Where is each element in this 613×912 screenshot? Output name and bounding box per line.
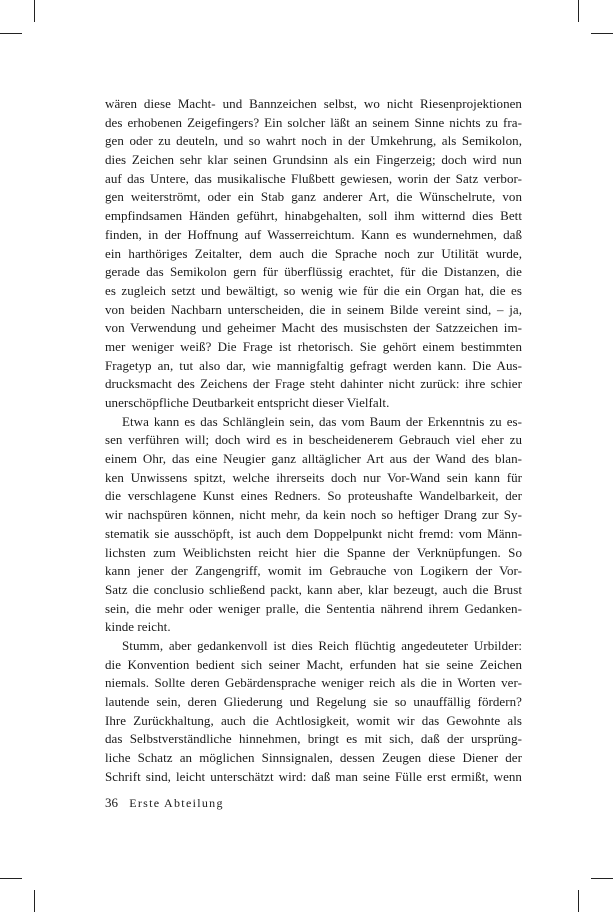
text-line: Stumm, aber gedankenvoll ist dies Reich flüchtig angedeuteter Urbilder: [122,637,522,653]
text-line: gen weiterströmt, oder ein Stab ganz anderer Art, die Wünschelrute, von [105,189,522,205]
text-line: Etwa kann es das Schlänglein sein, das vom Baum der Erkenntnis zu es- [122,413,522,429]
paragraph [105,637,522,787]
text-line: liche Schatz an möglichen Sinnsignalen, dessen Zeugen diese Diener der [105,750,522,766]
text-line: des erhobenen Zeigefingers? Ein solcher läßt an seinem Sinne nichts zu fra- [105,114,522,130]
text-line: dies Zeichen sehr klar seinen Grundsinn als ein Fingerzeig; doch wird nun [105,152,522,168]
text-line: stematik sie ausschöpft, ist auch dem Doppelpunkt nicht fremd: vom Männ- [105,525,522,541]
text-line: von beiden Nachbarn unterscheiden, die in seinem Bilde vereint sind, – ja, [105,301,522,317]
text-line: gen oder zu deuteln, und so wahrt noch in der Umkehrung, als Semikolon, [105,133,522,149]
crop-mark-bottom-left-horizontal [0,878,22,879]
crop-mark-top-right-vertical [578,0,579,22]
paragraph [105,95,522,413]
text-line: sein, die mehr oder weniger pralle, die Sententia nährend ihrem Gedanken- [105,600,522,616]
text-line: wären diese Macht- und Bannzeichen selbst, wo nicht Riesenprojektionen [105,96,522,111]
text-line: finden, in der Hoffnung auf Wasserreichtum. Kann es wundernehmen, daß [105,226,522,242]
text-line: ken Unwissens spitzt, welche ihrerseits doch nur Vor-Wand sein kann für [105,469,522,485]
text-line: kann jener der Zangengriff, womit im Gebrauche von Logikern der Vor- [105,563,522,579]
text-line: wir nachspüren können, nicht mehr, da kein noch so heftiger Drang zur Sy- [105,507,522,523]
crop-mark-top-left-vertical [34,0,35,22]
text-line: drucksmacht des Zeichens der Frage steht dahinter nicht zurück: ihre schier [105,376,522,392]
text-line: die verschlagene Kunst eines Redners. So proteushafte Wandelbarkeit, der [105,488,522,504]
text-line: von Verwendung und geheimer Macht des musischsten der Satzzeichen im- [105,320,522,336]
text-line: unerschöpfliche Deutbarkeit entspricht dieser Vielfalt. [105,395,390,410]
text-line: die Konvention bedient sich seiner Macht, erfunden hat sie seine Zeichen [105,656,522,672]
text-line: gerade das Semikolon gern für überflüssig erachtet, für die Distanzen, die [105,264,522,280]
text-line: lichsten zum Weiblichsten reicht hier die Spanne der Verknüpfungen. So [105,544,522,560]
crop-mark-bottom-right-vertical [578,890,579,912]
text-line: es zugleich setzt und bewältigt, so wenig wie für die ein Organ hat, die es [105,282,522,298]
body-text [105,95,522,786]
text-line: empfindsamen Händen geführt, hinabgehalten, soll ihm witternd dies Bett [105,208,522,224]
text-line: kinde reicht. [105,619,171,635]
text-line: einem Ohr, das eine Neugier ganz alltäglicher Art aus der Wand des blan- [105,451,522,467]
text-line: mer weniger weiß? Die Frage ist rhetorisch. Sie gehört einem bestimmten [105,338,522,354]
text-line: niemals. Sollte deren Gebärdensprache weniger reich als die in Worten ver- [105,675,522,691]
crop-mark-top-right-horizontal [591,33,613,34]
paragraph [105,413,522,637]
text-line: Fragetyp an, tut also dar, wie mannigfaltig gefragt werden kann. Die Aus- [105,357,522,373]
text-line: lautende sein, deren Gliederung und Regelung sie so unauffällig fördern? [105,694,522,709]
crop-mark-top-left-horizontal [0,33,22,34]
page-number: 36 [105,795,118,810]
running-head: Erste Abteilung [129,796,224,810]
text-line: Schrift sind, leicht unterschätzt wird: daß man seine Fülle erst ermißt, wenn [105,768,522,784]
text-line: Ihre Zurückhaltung, auch die Achtlosigkeit, womit wir das Gewohnte als [105,712,522,728]
text-line: sen verführen will; doch wird es in bescheidenerem Gebrauch viel eher zu [105,432,522,448]
text-line: Satz die conclusio schließend packt, kann aber, klar bezeugt, auch die Brust [105,581,522,597]
text-line: ein harthöriges Zeitalter, dem auch die Sprache noch zur Utilität wurde, [105,245,522,261]
page-footer [105,795,224,811]
crop-mark-bottom-right-horizontal [591,878,613,879]
text-line: das Selbstverständliche hinnehmen, bringt es mit sich, daß der ursprüng- [105,731,522,747]
text-line: auf das Untere, das musikalische Flußbett gewiesen, worin der Satz verbor- [105,170,522,186]
crop-mark-bottom-left-vertical [34,890,35,912]
